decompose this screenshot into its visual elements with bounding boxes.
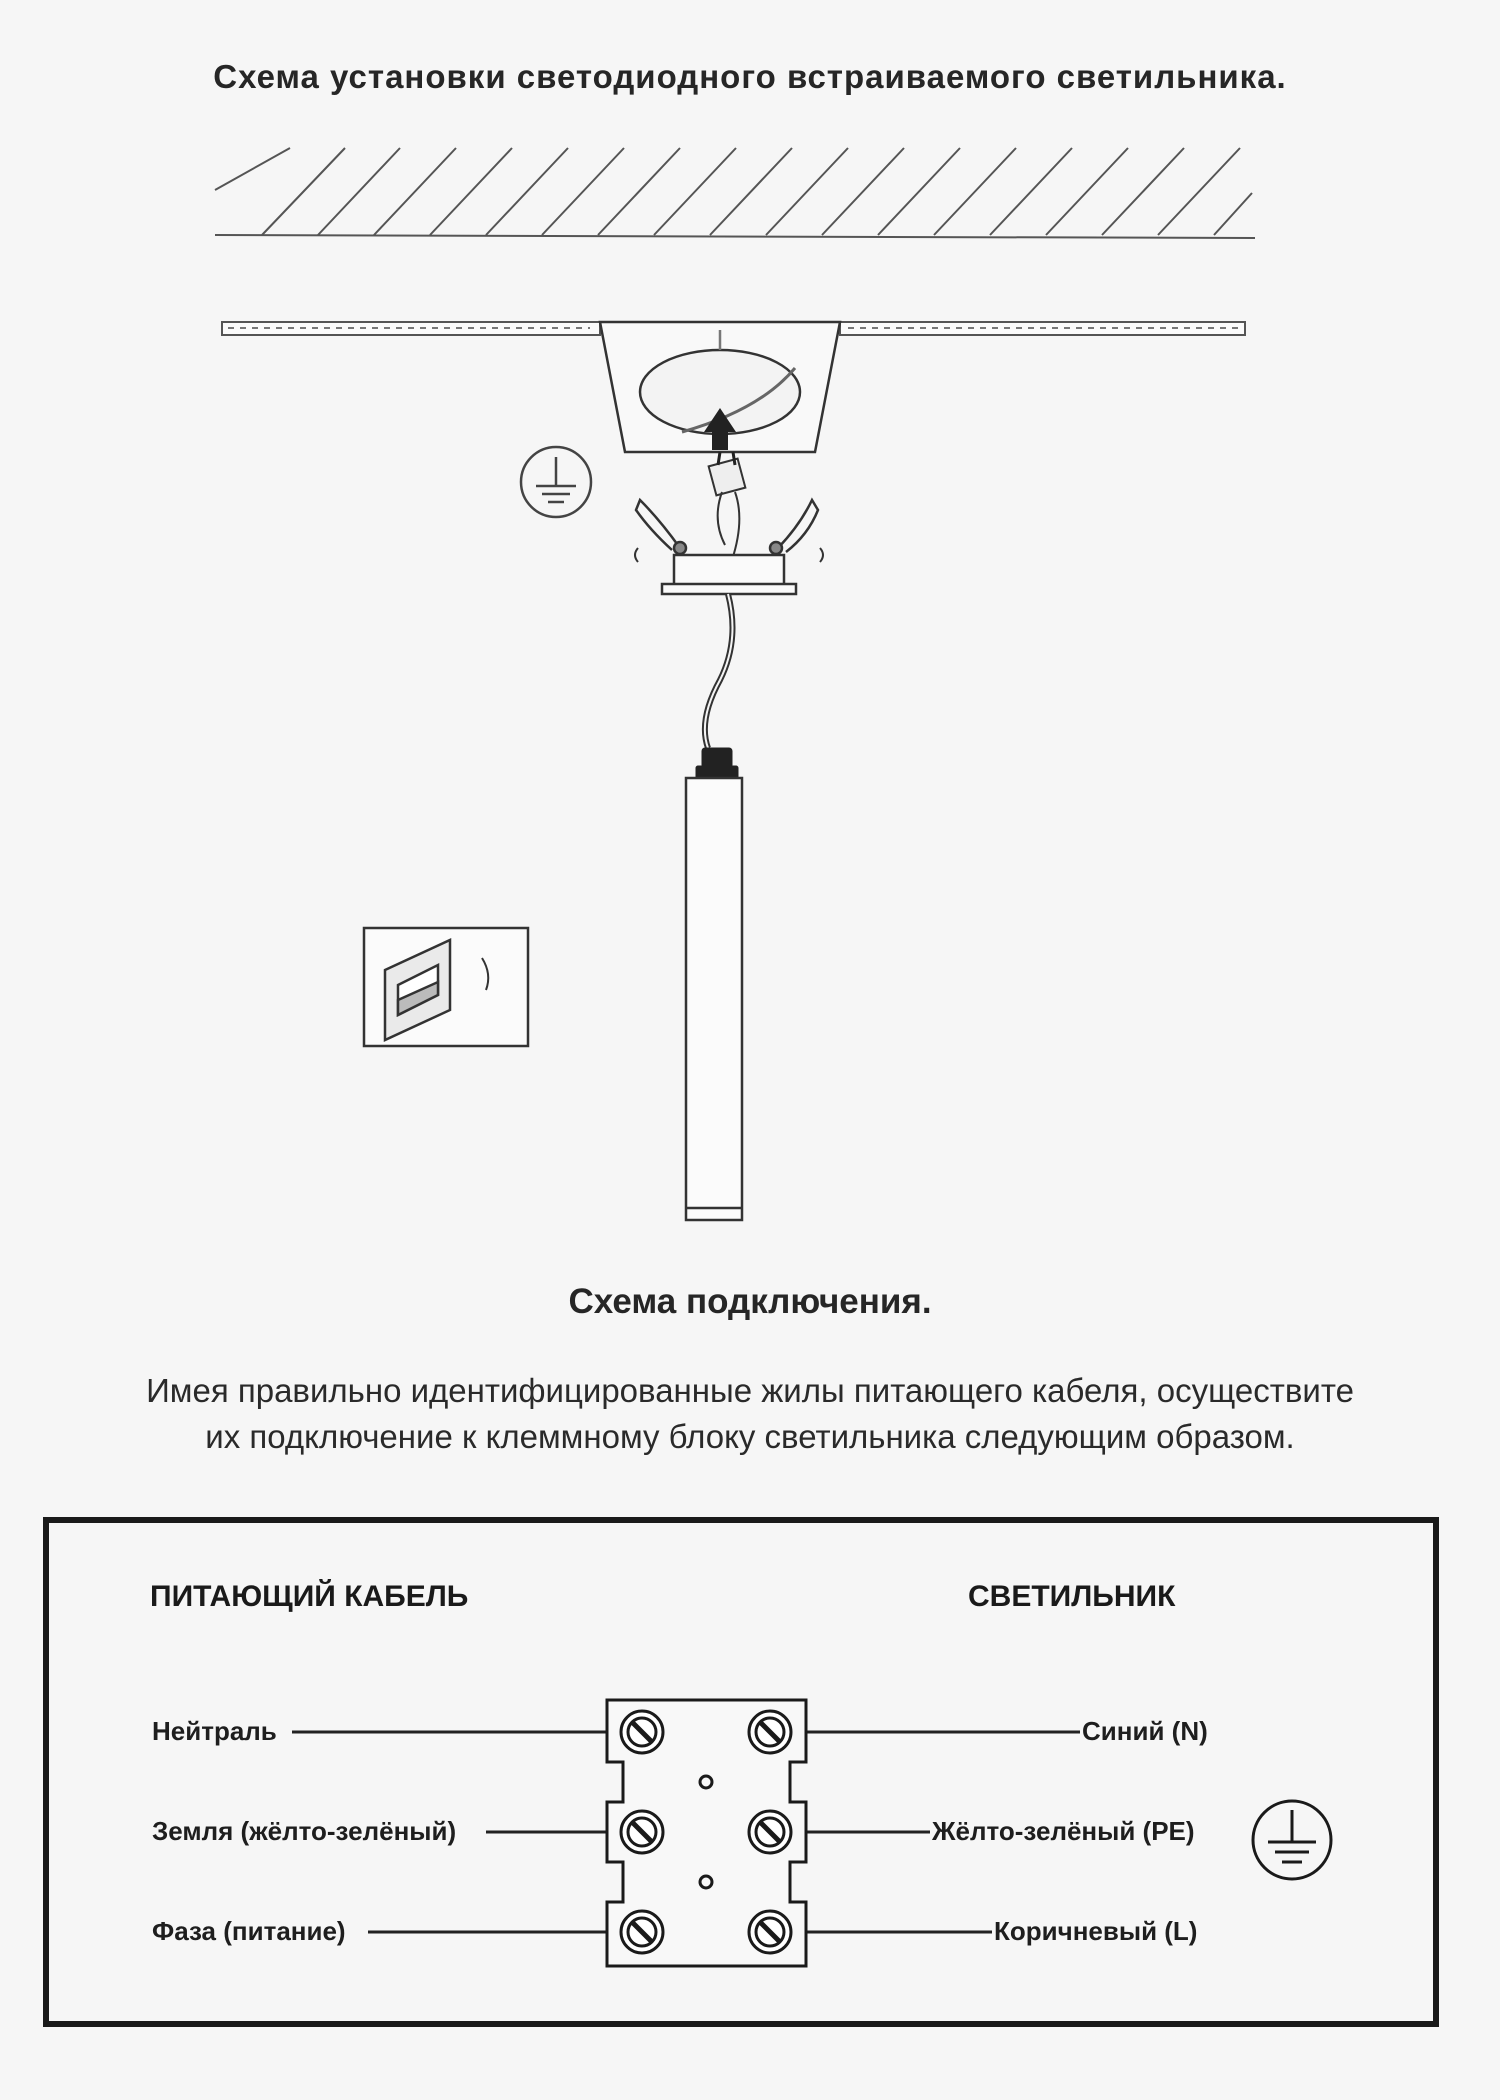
label-brown: Коричневый (L)	[994, 1916, 1198, 1946]
instruction-line: Имея правильно идентифицированные жилы питающего кабеля, осуществите	[146, 1372, 1354, 1409]
luminaire-header: СВЕТИЛЬНИК	[968, 1580, 1176, 1613]
label-yellow-green: Жёлто-зелёный (PE)	[932, 1816, 1195, 1846]
section-title: Схема подключения.	[568, 1282, 932, 1321]
instruction-line: их подключение к клеммному блоку светильника следующим образом.	[205, 1418, 1295, 1455]
power-cable-header: ПИТАЮЩИЙ КАБЕЛЬ	[150, 1580, 469, 1613]
label-phase: Фаза (питание)	[152, 1916, 346, 1946]
label-earth: Земля (жёлто-зелёный)	[152, 1816, 457, 1846]
label-blue: Синий (N)	[1082, 1716, 1208, 1746]
ground-icon	[1253, 1801, 1331, 1879]
page-title: Схема установки светодиодного встраиваемого светильника.	[213, 58, 1287, 95]
label-neutral: Нейтраль	[152, 1716, 277, 1746]
